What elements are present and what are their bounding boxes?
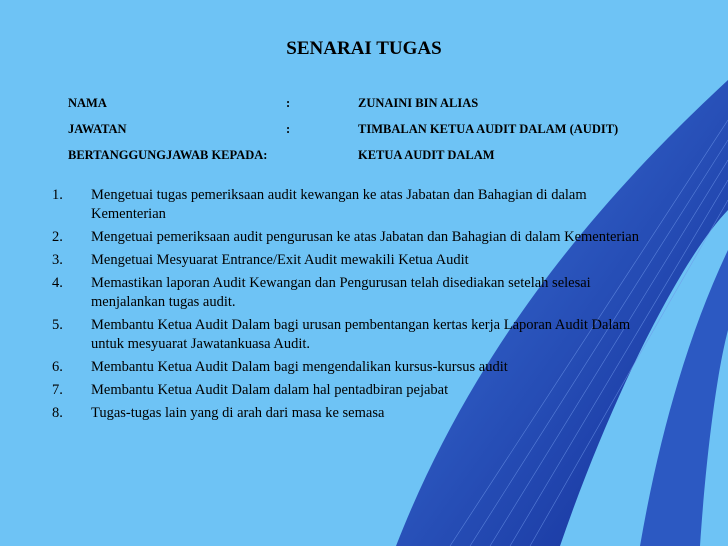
item-number: 4. bbox=[52, 275, 63, 291]
item-text: Membantu Ketua Audit Dalam bagi mengendalikan kursus-kursus audit bbox=[91, 359, 508, 375]
item-text: Memastikan laporan Audit Kewangan dan Pengurusan telah disediakan setelah selesai menjalankan tugas audit. bbox=[91, 275, 591, 310]
task-list bbox=[0, 186, 728, 427]
item-number: 7. bbox=[52, 382, 63, 398]
info-label: NAMA bbox=[68, 96, 107, 110]
info-label: BERTANGGUNGJAWAB KEPADA: bbox=[68, 148, 268, 162]
info-colon: : bbox=[286, 122, 291, 136]
item-number: 1. bbox=[52, 187, 63, 203]
list-item bbox=[0, 404, 728, 423]
list-item bbox=[0, 228, 728, 247]
item-number: 3. bbox=[52, 252, 63, 268]
item-number: 5. bbox=[52, 317, 63, 333]
list-item bbox=[0, 381, 728, 400]
info-value: ZUNAINI BIN ALIAS bbox=[358, 96, 479, 110]
item-text: Mengetuai tugas pemeriksaan audit kewangan ke atas Jabatan dan Bahagian di dalam Kementerian bbox=[91, 187, 587, 222]
item-number: 2. bbox=[52, 229, 63, 245]
item-text: Mengetuai pemeriksaan audit pengurusan ke atas Jabatan dan Bahagian di dalam Kementerian bbox=[91, 229, 639, 245]
item-text: Membantu Ketua Audit Dalam dalam hal pentadbiran pejabat bbox=[91, 382, 449, 398]
info-colon: : bbox=[286, 96, 291, 110]
item-number: 8. bbox=[52, 405, 63, 421]
item-text: Membantu Ketua Audit Dalam bagi urusan pembentangan kertas kerja Laporan Audit Dalam untuk mesyuarat Jawatankuasa Audit. bbox=[91, 317, 631, 352]
list-item bbox=[0, 251, 728, 270]
item-text: Mengetuai Mesyuarat Entrance/Exit Audit mewakili Ketua Audit bbox=[91, 252, 469, 268]
item-text: Tugas-tugas lain yang di arah dari masa ke semasa bbox=[91, 405, 385, 421]
list-item bbox=[0, 358, 728, 377]
info-value: TIMBALAN KETUA AUDIT DALAM (AUDIT) bbox=[358, 122, 619, 136]
item-number: 6. bbox=[52, 359, 63, 375]
list-item bbox=[0, 316, 728, 354]
info-label: JAWATAN bbox=[68, 122, 127, 136]
list-item bbox=[0, 274, 728, 312]
list-item bbox=[0, 186, 728, 224]
info-value: KETUA AUDIT DALAM bbox=[358, 148, 495, 162]
page-title: SENARAI TUGAS bbox=[286, 38, 442, 59]
